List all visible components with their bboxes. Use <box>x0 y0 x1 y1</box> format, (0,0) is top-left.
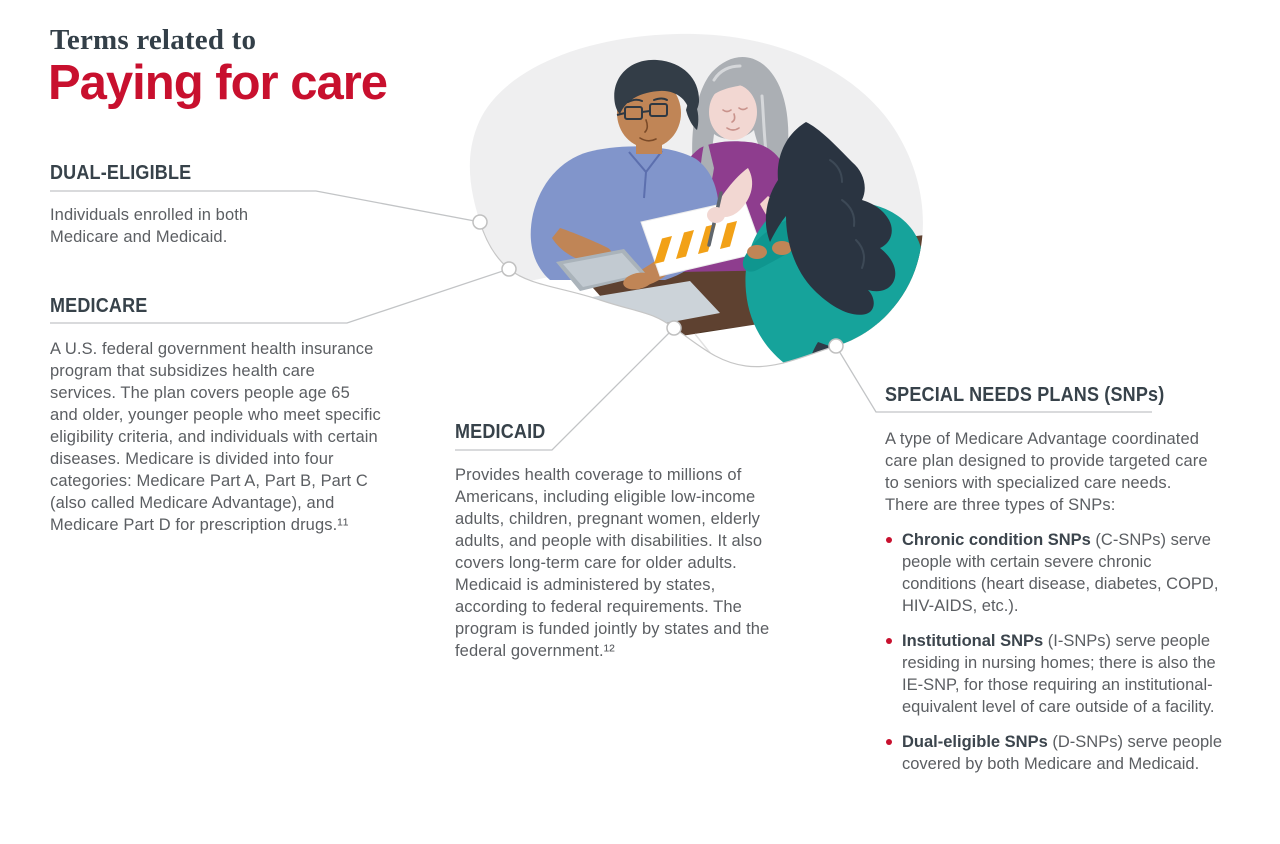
snp-bullet-institutional: Institutional SNPs (I-SNPs) serve people residing in nursing homes; there is also the IE-SNP, for those requiring an institutional-equivalent level of care outside of a facility. <box>885 630 1225 718</box>
medicaid-body: Provides health coverage to millions of Americans, including eligible low-income adults, children, pregnant women, elderly adults, and people with disabilities. It also covers long-term care for older adults. Medicaid is administered by states, according to federal requirements. The program is funded jointly by states and the federal government.¹² <box>455 466 770 660</box>
snp-bullet-list <box>885 529 1225 775</box>
title-block <box>50 24 387 109</box>
title-eyebrow: Terms related to <box>50 24 257 56</box>
dual-eligible-body: Individuals enrolled in both Medicare and Medicaid. <box>50 206 249 246</box>
bullet-dot-icon <box>886 638 892 644</box>
node-dual-eligible <box>473 215 487 229</box>
snp-bullet-dual: Dual-eligible SNPs (D-SNPs) serve people covered by both Medicare and Medicaid. <box>885 731 1225 775</box>
medicaid-heading: MEDICAID <box>455 421 546 443</box>
node-medicaid <box>667 321 681 335</box>
node-snp <box>829 339 843 353</box>
bullet-dot-icon <box>886 739 892 745</box>
medicare-heading: MEDICARE <box>50 295 148 317</box>
page-title: Paying for care <box>48 56 388 110</box>
snp-heading: SPECIAL NEEDS PLANS (SNPs) <box>885 384 1165 406</box>
node-medicare <box>502 262 516 276</box>
medicare-body: A U.S. federal government health insurance program that subsidizes health care services. The plan covers people age 65 and older, younger people who meet specific eligibility criteria, and individuals with certain diseases. Medicare is divided into four categories: Medicare Part A, Part B, Part C (also called Medicare Advantage), and Medicare Part D for prescription drugs.¹¹ <box>50 340 381 534</box>
snp-bullet-chronic: Chronic condition SNPs (C-SNPs) serve people with certain severe chronic conditions (heart disease, diabetes, COPD, HIV-AIDS, etc.). <box>885 529 1225 617</box>
bullet-dot-icon <box>886 537 892 543</box>
snp-intro: A type of Medicare Advantage coordinated care plan designed to provide targeted care to seniors with specialized care needs. There are three types of SNPs: <box>885 430 1208 514</box>
dual-eligible-heading: DUAL-ELIGIBLE <box>50 162 192 184</box>
